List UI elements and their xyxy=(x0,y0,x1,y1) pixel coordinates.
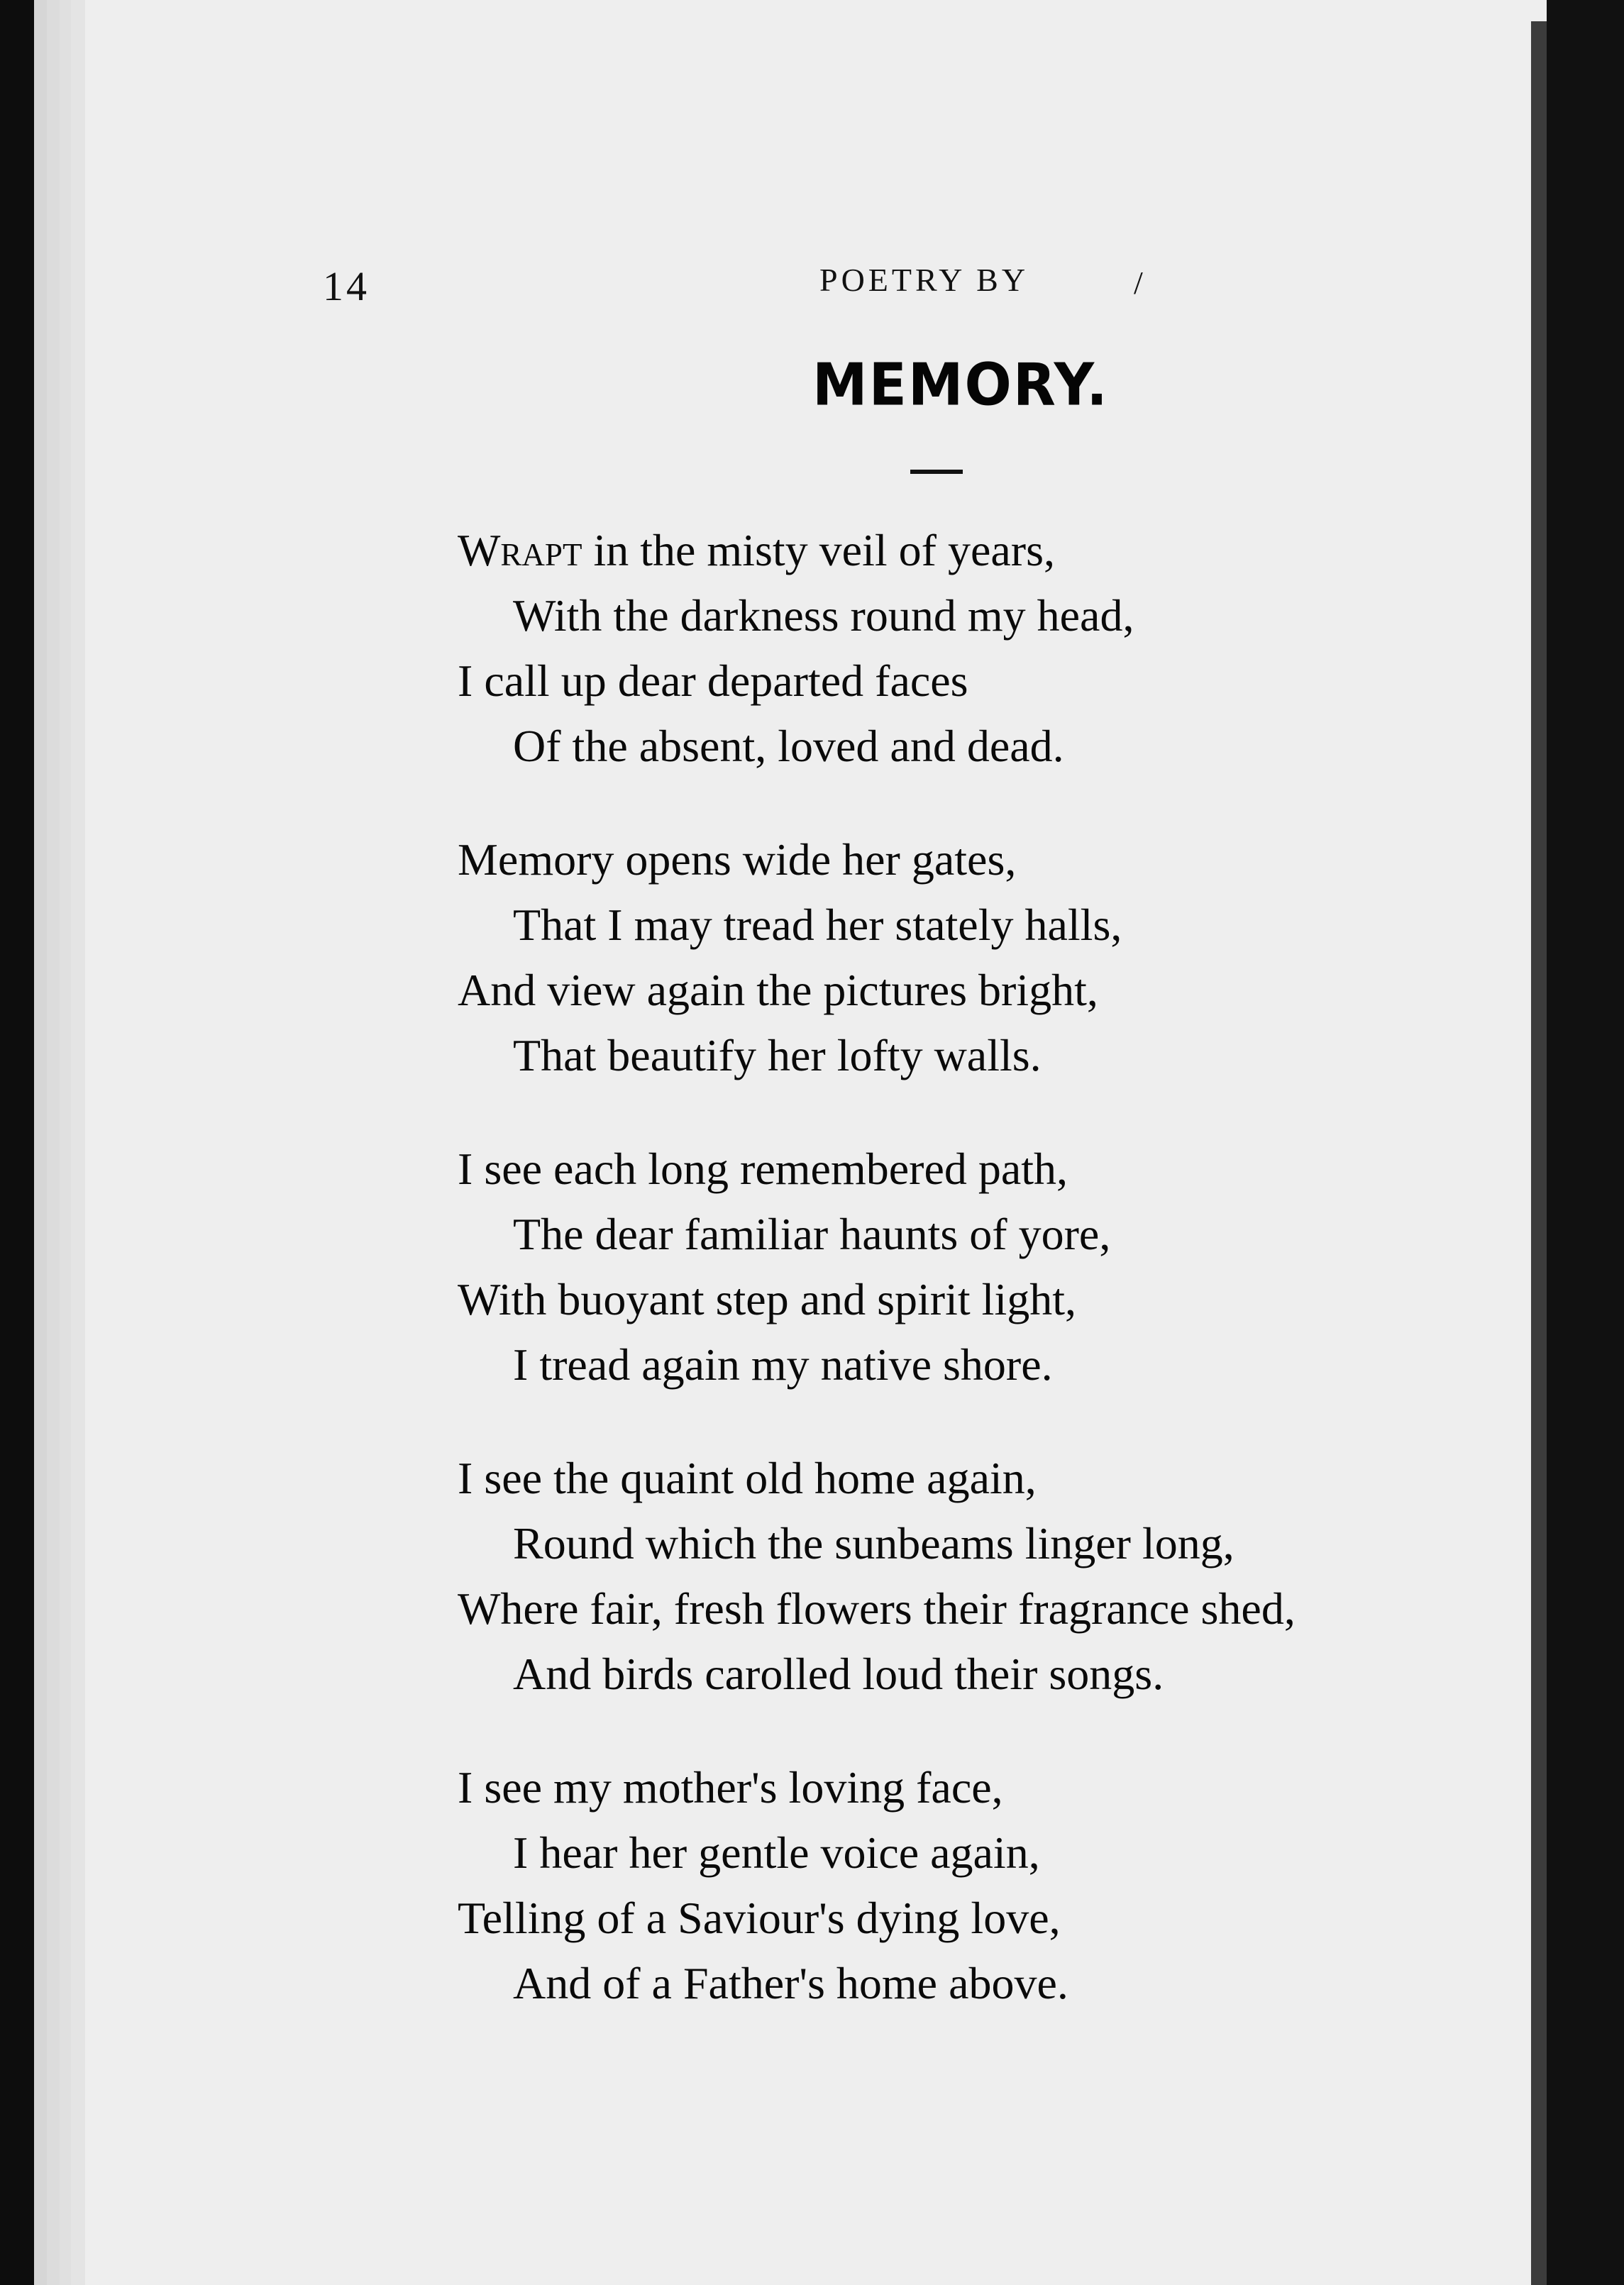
poem-line: I hear her gentle voice again, xyxy=(513,1827,1040,1878)
poem-line: With buoyant step and spirit light, xyxy=(458,1274,1076,1324)
stanza xyxy=(458,1755,1486,2016)
poem-line: And view again the pictures bright, xyxy=(458,965,1098,1015)
poem-line: The dear familiar haunts of yore, xyxy=(513,1209,1111,1259)
poem-line: Of the absent, loved and dead. xyxy=(513,721,1064,771)
stanza xyxy=(458,518,1486,779)
title-rule xyxy=(910,470,963,474)
poem-line: Telling of a Saviour's dying love, xyxy=(458,1893,1061,1943)
poem-line: That beautify her lofty walls. xyxy=(513,1030,1042,1080)
running-head: POETRY BY xyxy=(819,262,1029,298)
poem-line: With the darkness round my head, xyxy=(513,590,1134,641)
running-head-mark: / xyxy=(1134,265,1143,301)
poem-line: Memory opens wide her gates, xyxy=(458,834,1017,885)
poem-line: I call up dear departed faces xyxy=(458,655,968,706)
poem-line: That I may tread her stately halls, xyxy=(513,900,1122,950)
stanza xyxy=(458,1136,1486,1398)
page-gutter-shadow xyxy=(1531,21,1547,2285)
poem-line: Round which the sunbeams linger long, xyxy=(513,1518,1234,1568)
stanza xyxy=(458,827,1486,1088)
drop-word: Wrapt xyxy=(458,525,582,575)
poem-line: And birds carolled loud their songs. xyxy=(513,1649,1164,1699)
poem-body xyxy=(458,518,1486,2064)
page-number: 14 xyxy=(323,263,370,309)
poem-line: I tread again my native shore. xyxy=(513,1339,1053,1390)
poem-title: MEMORY. xyxy=(812,351,1109,419)
poem-line: I see the quaint old home again, xyxy=(458,1453,1037,1503)
poem-line: I see each long remembered path, xyxy=(458,1144,1068,1194)
stanza xyxy=(458,1446,1486,1707)
poem-line: Where fair, fresh flowers their fragrance shed, xyxy=(458,1583,1296,1634)
poem-line: And of a Father's home above. xyxy=(513,1958,1068,2008)
poem-line xyxy=(458,518,1486,583)
book-binding xyxy=(1547,0,1624,2285)
line-rest: in the misty veil of years, xyxy=(582,525,1055,575)
poem-line: I see my mother's loving face, xyxy=(458,1762,1003,1813)
